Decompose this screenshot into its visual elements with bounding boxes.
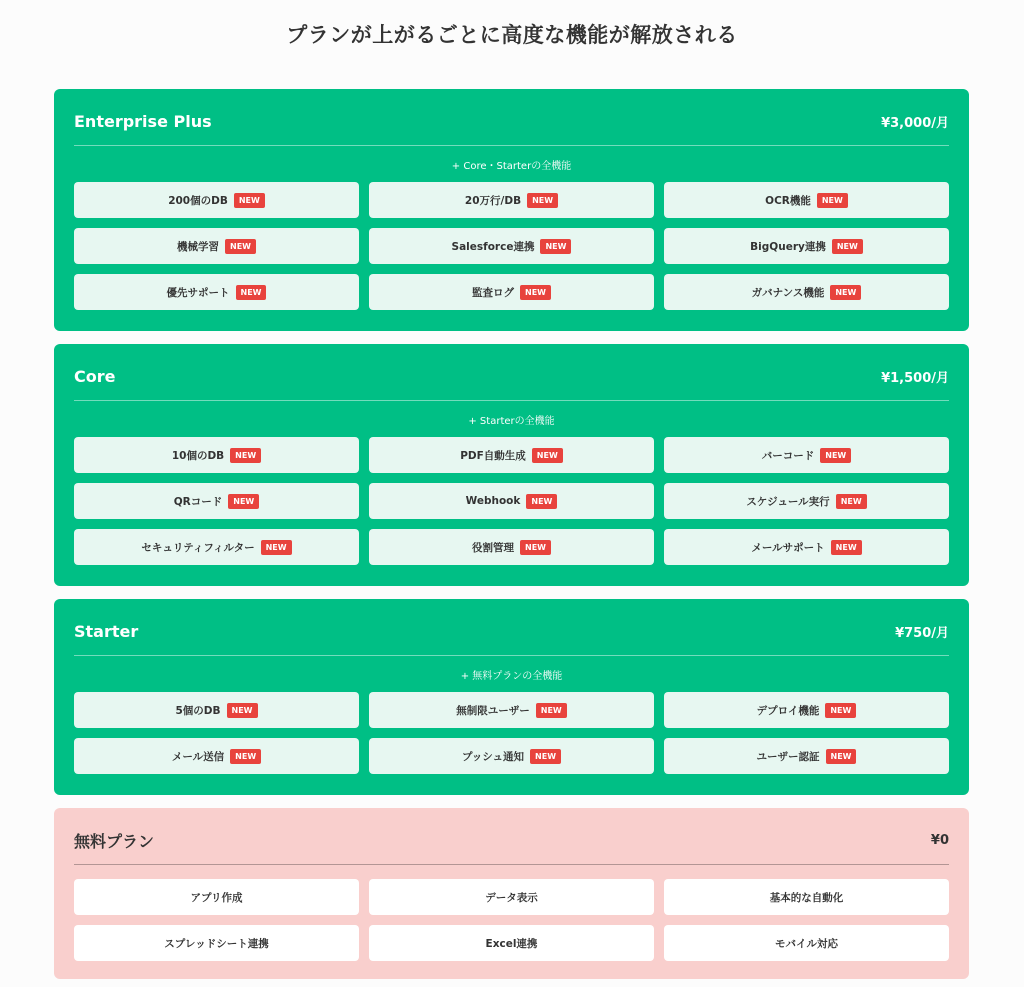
new-badge: NEW: [540, 239, 571, 254]
feature-label: 基本的な自動化: [769, 891, 844, 904]
feature-grid: [74, 692, 949, 774]
feature-item: [369, 182, 654, 218]
feature-label: ガバナンス機能: [751, 286, 825, 299]
new-badge: NEW: [527, 193, 558, 208]
feature-grid: [74, 879, 949, 961]
feature-item: [664, 437, 949, 473]
feature-item: [369, 437, 654, 473]
feature-item: [74, 529, 359, 565]
new-badge: NEW: [230, 448, 261, 463]
feature-item: [74, 483, 359, 519]
feature-item: [664, 738, 949, 774]
feature-item: [369, 529, 654, 565]
feature-item: [74, 738, 359, 774]
feature-item: [369, 925, 654, 961]
feature-label: スケジュール実行: [746, 495, 830, 508]
feature-label: Excel連携: [485, 937, 538, 950]
feature-item: [369, 879, 654, 915]
plan-header: [74, 89, 949, 146]
feature-item: [74, 925, 359, 961]
plan-price: ¥750/月: [895, 625, 949, 641]
new-badge: NEW: [234, 193, 265, 208]
feature-label: 5個のDB: [175, 704, 221, 717]
inherits-note: + 無料プランの全機能: [460, 670, 563, 682]
plan-card-enterprise-plus: [54, 89, 969, 331]
feature-label: Salesforce連携: [451, 240, 535, 253]
feature-item: [369, 738, 654, 774]
new-badge: NEW: [230, 749, 261, 764]
plan-name: Core: [74, 366, 116, 386]
feature-label: 10個のDB: [171, 449, 225, 462]
feature-label: PDF自動生成: [460, 449, 526, 462]
feature-label: メール送信: [171, 750, 225, 763]
new-badge: NEW: [228, 494, 259, 509]
feature-label: アプリ作成: [190, 891, 243, 904]
inherits-note: + Core・Starterの全機能: [451, 160, 572, 172]
plan-header: [74, 808, 949, 865]
page-title: プランが上がるごとに高度な機能が解放される: [286, 23, 738, 47]
feature-label: データ表示: [485, 891, 538, 904]
new-badge: NEW: [532, 448, 563, 463]
new-badge: NEW: [520, 540, 551, 555]
feature-item: [664, 228, 949, 264]
new-badge: NEW: [832, 239, 863, 254]
feature-item: [74, 879, 359, 915]
feature-label: BigQuery連携: [750, 240, 826, 253]
new-badge: NEW: [826, 749, 857, 764]
feature-item: [664, 879, 949, 915]
feature-label: 20万行/DB: [464, 194, 522, 207]
feature-label: 優先サポート: [166, 286, 230, 299]
feature-label: ユーザー認証: [756, 750, 820, 763]
feature-label: デプロイ機能: [756, 704, 820, 717]
plan-price: ¥3,000/月: [881, 115, 949, 131]
plan-card-free: [54, 808, 969, 979]
feature-label: QRコード: [173, 495, 223, 508]
plan-name: Enterprise Plus: [74, 111, 212, 131]
inherits-note: + Starterの全機能: [468, 415, 555, 427]
feature-item: [74, 182, 359, 218]
new-badge: NEW: [520, 285, 551, 300]
new-badge: NEW: [225, 239, 256, 254]
feature-label: モバイル対応: [775, 937, 838, 950]
new-badge: NEW: [536, 703, 567, 718]
new-badge: NEW: [820, 448, 851, 463]
feature-item: [664, 274, 949, 310]
feature-label: スプレッドシート連携: [164, 937, 269, 950]
feature-item: [369, 228, 654, 264]
plan-card-starter: [54, 599, 969, 795]
feature-item: [74, 274, 359, 310]
feature-label: 無制限ユーザー: [456, 704, 530, 717]
feature-label: 200個のDB: [168, 194, 228, 207]
feature-label: バーコード: [761, 449, 815, 462]
feature-item: [74, 228, 359, 264]
new-badge: NEW: [830, 285, 861, 300]
new-badge: NEW: [825, 703, 856, 718]
feature-label: 役割管理: [472, 541, 514, 554]
new-badge: NEW: [236, 285, 267, 300]
feature-item: [664, 483, 949, 519]
plan-price: ¥1,500/月: [881, 370, 949, 386]
new-badge: NEW: [831, 540, 862, 555]
feature-item: [664, 182, 949, 218]
feature-label: セキュリティフィルター: [141, 541, 255, 554]
plan-name: Starter: [74, 621, 139, 641]
new-badge: NEW: [227, 703, 258, 718]
feature-label: OCR機能: [765, 194, 811, 207]
plan-price: ¥0: [930, 832, 949, 848]
new-badge: NEW: [836, 494, 867, 509]
feature-item: [369, 483, 654, 519]
feature-grid: [74, 437, 949, 565]
plan-name: 無料プラン: [74, 831, 155, 851]
feature-label: Webhook: [465, 495, 521, 507]
feature-label: プッシュ通知: [461, 750, 525, 763]
new-badge: NEW: [526, 494, 557, 509]
feature-label: メールサポート: [751, 541, 825, 554]
feature-item: [369, 274, 654, 310]
feature-item: [664, 925, 949, 961]
new-badge: NEW: [261, 540, 292, 555]
plan-card-core: [54, 344, 969, 586]
plan-header: [74, 599, 949, 656]
feature-label: 監査ログ: [472, 286, 514, 299]
feature-item: [74, 692, 359, 728]
new-badge: NEW: [530, 749, 561, 764]
feature-item: [664, 692, 949, 728]
feature-label: 機械学習: [177, 240, 219, 253]
plan-header: [74, 344, 949, 401]
feature-item: [74, 437, 359, 473]
feature-grid: [74, 182, 949, 310]
new-badge: NEW: [817, 193, 848, 208]
feature-item: [369, 692, 654, 728]
feature-item: [664, 529, 949, 565]
